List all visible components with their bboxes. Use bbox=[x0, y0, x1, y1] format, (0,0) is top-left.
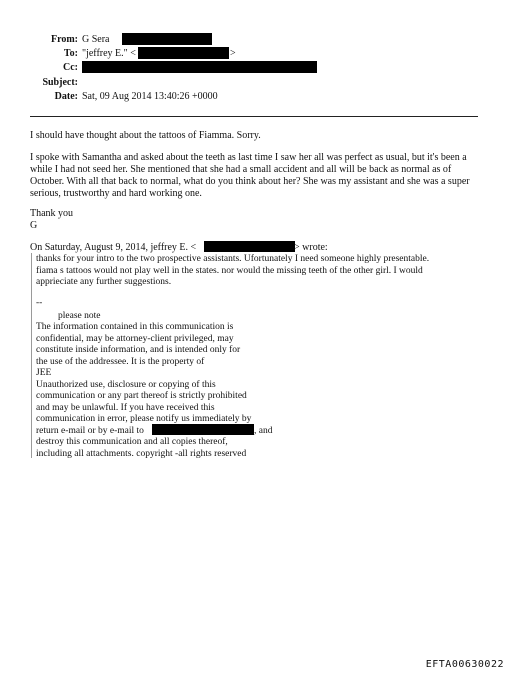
sig-dashes: -- bbox=[36, 298, 43, 308]
bates-number: EFTA00630022 bbox=[425, 659, 504, 670]
from-label: From: bbox=[50, 34, 78, 45]
signoff: Thank you bbox=[30, 208, 74, 219]
body-paragraph-2 bbox=[30, 152, 478, 200]
quote-line: apprieciate any further suggestions. bbox=[36, 277, 172, 287]
body-paragraph-1: I should have thought about the tattoos of Fiamma. Sorry. bbox=[30, 130, 261, 141]
from-value: G Sera bbox=[82, 34, 110, 45]
to-close: > bbox=[230, 48, 236, 59]
return-prefix: return e-mail or by e-mail to bbox=[36, 425, 144, 436]
to-value: "jeffrey E." < bbox=[82, 48, 136, 59]
quote-intro-suffix: > wrote: bbox=[294, 242, 328, 253]
disclaimer-line: communication or any part thereof is strictly prohibited bbox=[36, 391, 247, 401]
quote-line: thanks for your intro to the two prospective assistants. Ufortunately I need someone highly presentable. bbox=[36, 254, 430, 264]
disclaimer-line: The information contained in this communication is bbox=[36, 322, 234, 332]
disclaimer bbox=[36, 322, 286, 426]
sig-note: please note bbox=[58, 311, 101, 321]
disclaimer-line: including all attachments. copyright -all rights reserved bbox=[36, 448, 247, 459]
date-value: Sat, 09 Aug 2014 13:40:26 +0000 bbox=[82, 91, 218, 102]
subject-label: Subject: bbox=[42, 77, 78, 88]
quote-bar bbox=[31, 253, 32, 458]
disclaimer-line: destroy this communication and all copies thereof, bbox=[36, 437, 228, 447]
disclaimer-line: confidential, may be attorney-client privileged, may bbox=[36, 333, 234, 344]
redaction-quote-email bbox=[204, 241, 295, 252]
return-suffix: , and bbox=[254, 425, 273, 436]
header-rule bbox=[30, 116, 478, 117]
redaction-from bbox=[122, 33, 212, 45]
signature: G bbox=[30, 220, 38, 231]
cc-label: Cc: bbox=[63, 62, 78, 73]
disclaimer-line: Unauthorized use, disclosure or copying of this bbox=[36, 379, 216, 390]
to-label: To: bbox=[63, 48, 78, 59]
body-p2-line: October. With all that back to normal, what do you think about her? She was my assistant and she was a super bbox=[30, 176, 470, 187]
date-label: Date: bbox=[54, 91, 78, 102]
quote-intro-prefix: On Saturday, August 9, 2014, jeffrey E. < bbox=[30, 242, 197, 253]
redaction-cc bbox=[82, 61, 317, 73]
disclaimer-line: communication in error, please notify us immediately by bbox=[36, 414, 252, 424]
disclaimer-line: constitute inside information, and is intended only for bbox=[36, 345, 241, 355]
redaction-to bbox=[138, 47, 229, 59]
redaction-return-email bbox=[152, 424, 254, 435]
disclaimer-line: the use of the addressee. It is the property of bbox=[36, 356, 205, 367]
disclaimer-line: JEE bbox=[36, 368, 52, 378]
body-p2-line: serious, trustworthy and hard working one. bbox=[30, 188, 202, 199]
disclaimer-line: and may be unlawful. If you have received this bbox=[36, 402, 215, 413]
body-p2-line: I spoke with Samantha and asked about the teeth as last time I saw her all was perfect as usual, but it's been a bbox=[30, 152, 467, 163]
disclaimer-final bbox=[36, 437, 296, 460]
quote-body bbox=[36, 254, 486, 289]
body-p2-line: while I had not seed her. She mentioned that she had a small accident and all will be back as normal as of bbox=[30, 164, 452, 175]
quote-line: fiama s tattoos would not play well in the states. nor would the missing teeth of the other girl. I would bbox=[36, 265, 423, 276]
